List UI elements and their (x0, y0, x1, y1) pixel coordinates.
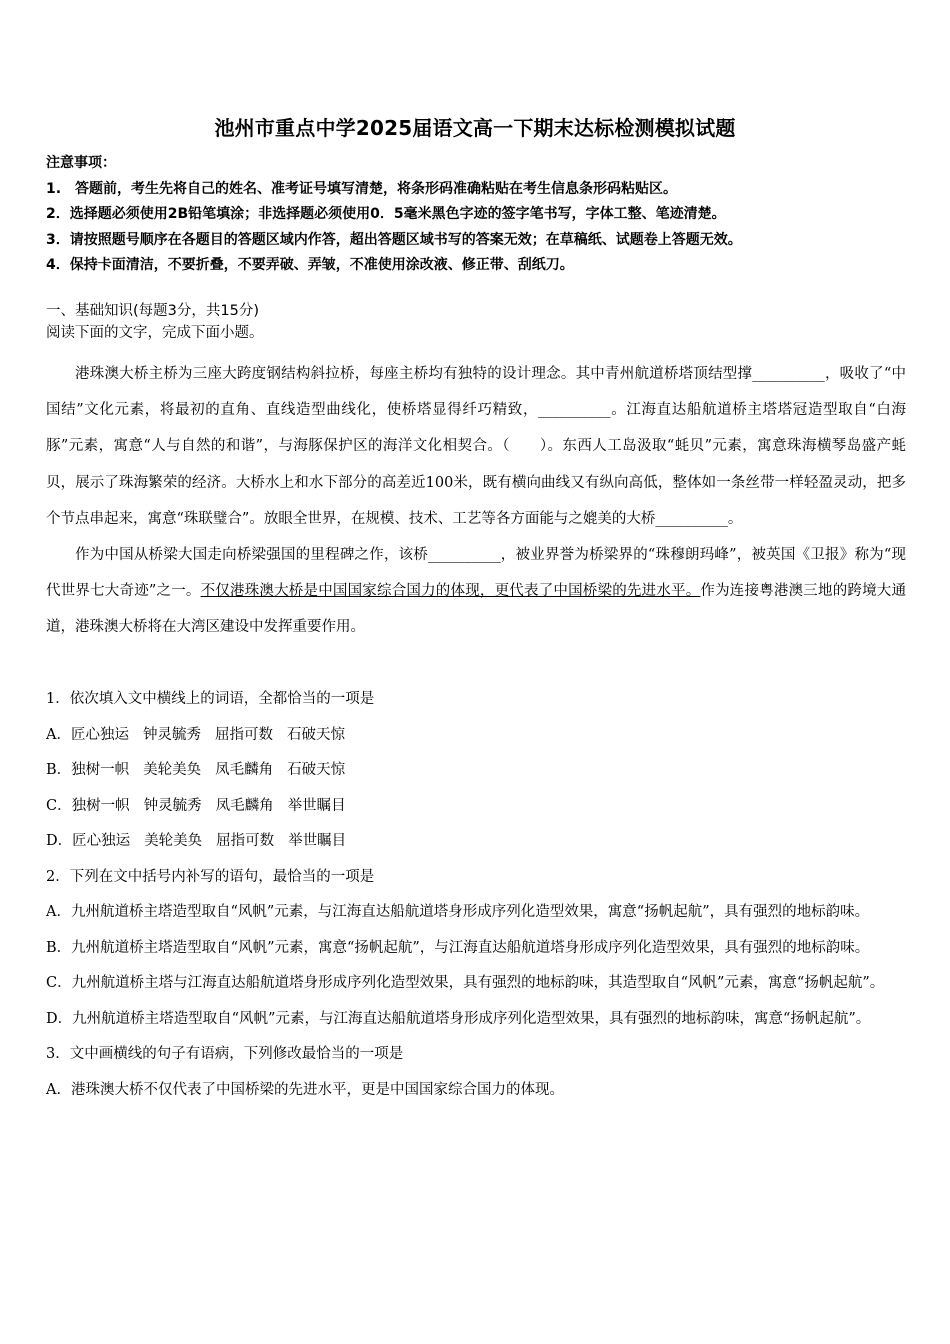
option-word: 石破天惊 (287, 762, 346, 778)
passage-paragraph-1: 港珠澳大桥主桥为三座大跨度钢结构斜拉桥，每座主桥均有独特的设计理念。其中青州航道桥塔顶结型撑__________，吸收了“中国结”文化元素，将最初的直角、直线造型曲线化，使桥塔显得纤巧精致，__________。江海直达船航道桥主塔塔冠造型取自“白海豚”元素，寓意“人与自然的和谐”，与海豚保护区的海洋文化相契合。（ ）。东西人工岛汲取“蚝贝”元素，寓意珠海横琴岛盛产蚝贝，展示了珠海繁荣的经济。大桥水上和水下部分的高差近100米，既有横向曲线又有纵向高低，整体如一条丝带一样轻盈灵动，把多个节点串起来，寓意“珠联璧合”。放眼全世界，在规模、技术、工艺等各方面能与之媲美的大桥__________。 (46, 366, 906, 527)
notes-heading: 注意事项： (46, 155, 116, 171)
option-word: 举世瞩目 (288, 833, 347, 849)
section-block (46, 300, 916, 344)
notes-item-2: 2．选择题必须使用2B铅笔填涂；非选择题必须使用0．5毫米黑色字迹的签字笔书写，字体工整、笔迹清楚。 (46, 206, 726, 222)
notes-item-3: 3．请按照题号顺序在各题目的答题区域内作答，超出答题区域书写的答案无效；在草稿纸、试题卷上答题无效。 (46, 231, 742, 248)
option-label: C． (46, 797, 72, 814)
section-heading: 一、基础知识(每题3分，共15分) (46, 303, 259, 319)
q1-option-c (46, 789, 906, 825)
option-word: 屈指可数 (214, 726, 273, 743)
option-word: 凤毛麟角 (215, 797, 274, 814)
option-word: 独树一帜 (71, 762, 130, 778)
page-title: 池州市重点中学2025届语文高一下期末达标检测模拟试题 (214, 116, 736, 140)
option-word: 独树一帜 (71, 797, 130, 814)
option-word: 美轮美奂 (144, 833, 203, 849)
option-label: A． (46, 726, 71, 743)
option-word: 举世瞩目 (287, 797, 346, 814)
option-word: 凤毛麟角 (215, 762, 274, 778)
reading-passage (46, 356, 906, 646)
question-2-stem: 2．下列在文中括号内补写的语句，最恰当的一项是 (46, 868, 375, 885)
underlined-sentence: 不仅港珠澳大桥是中国国家综合国力的体现，更代表了中国桥梁的先进水平。 (200, 583, 701, 600)
notes-block (46, 151, 916, 279)
option-word: 钟灵毓秀 (142, 726, 201, 743)
section-instruction: 阅读下面的文字，完成下面小题。 (46, 325, 264, 341)
option-word: 石破天惊 (286, 726, 345, 743)
q1-option-d (46, 824, 906, 860)
option-label: B． (46, 762, 72, 778)
option-word: 美轮美奂 (143, 762, 202, 778)
q1-option-b (46, 753, 906, 789)
q1-option-a (46, 718, 906, 754)
option-label: D． (46, 833, 73, 849)
option-word: 匠心独运 (72, 833, 131, 849)
passage-p2-end: 作为连接粤港澳三地的跨境大通道，港珠澳大桥将在大湾区建设中发挥重要作用。 (46, 583, 907, 636)
q3-option-a: A．港珠澳大桥不仅代表了中国桥梁的先进水平，更是中国国家综合国力的体现。 (46, 1081, 564, 1098)
q2-option-b: B．九州航道桥主塔造型取自“风帆”元素，寓意“扬帆起航”，与江海直达船航道塔身形成序列化造型效果，具有强烈的地标韵味。 (46, 939, 870, 956)
notes-item-4: 4．保持卡面清洁，不要折叠，不要弄破、弄皱，不准使用涂改液、修正带、刮纸刀。 (46, 257, 574, 273)
option-word: 匠心独运 (70, 726, 129, 743)
q2-option-d: D．九州航道桥主塔造型取自“风帆”元素，与江海直达船航道塔身形成序列化造型效果，具有强烈的地标韵味，寓意“扬帆起航”。 (46, 1010, 871, 1027)
passage-paragraph-2 (46, 537, 906, 646)
notes-item-1: 1. 答题前，考生先将自己的姓名、准考证号填写清楚，将条形码准确粘贴在考生信息条形码粘贴区。 (46, 180, 678, 197)
option-word: 屈指可数 (216, 833, 275, 849)
passage-p2-start: 作为中国从桥梁大国走向桥梁强国的里程碑之作，该桥__________，被业界誉为桥梁界的“珠穆朗玛峰”，被英国《卫报》称为“现代世界七大奇迹”之一。 (46, 547, 906, 600)
option-word: 钟灵毓秀 (143, 797, 202, 814)
q2-option-a: A．九州航道桥主塔造型取自“风帆”元素，与江海直达船航道塔身形成序列化造型效果，寓意“扬帆起航”，具有强烈的地标韵味。 (46, 904, 870, 920)
question-3-stem: 3．文中画横线的句子有语病，下列修改最恰当的一项是 (46, 1046, 404, 1062)
questions-block (46, 682, 906, 1108)
q2-option-c: C．九州航道桥主塔与江海直达船航道塔身形成序列化造型效果，具有强烈的地标韵味，其造型取自“风帆”元素，寓意“扬帆起航”。 (46, 975, 885, 991)
question-1-stem: 1．依次填入文中横线上的词语，全都恰当的一项是 (46, 691, 375, 707)
